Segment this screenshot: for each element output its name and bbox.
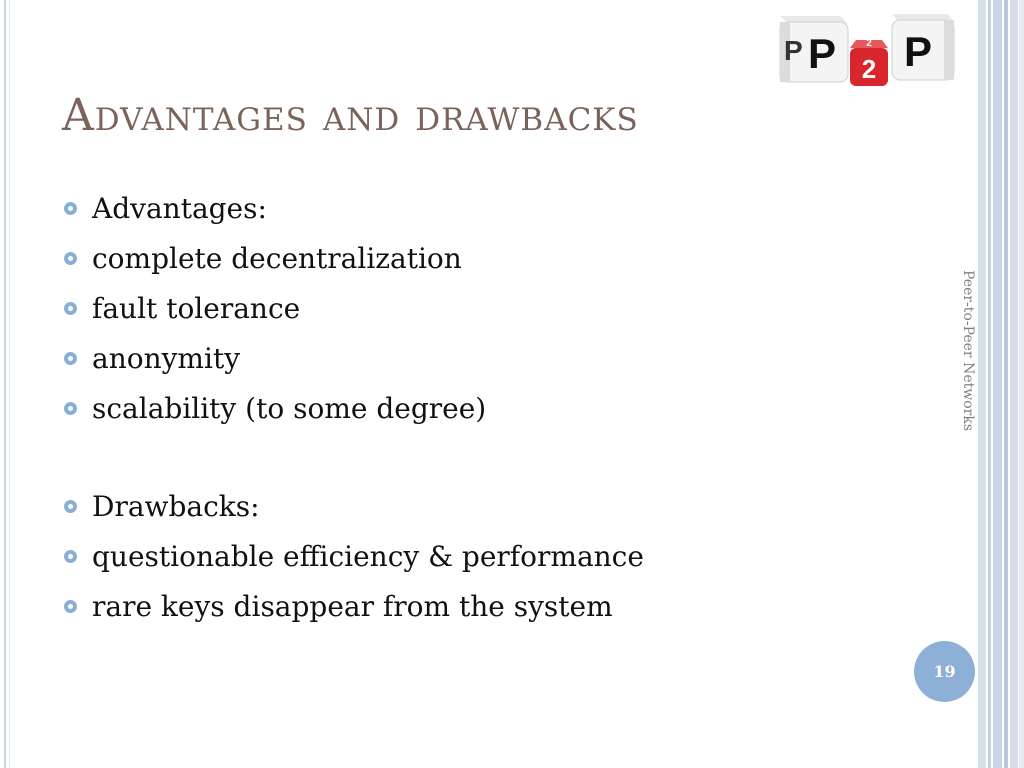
bullet-list <box>62 184 644 632</box>
p2p-logo <box>758 8 978 106</box>
bullet-item <box>62 334 644 384</box>
bullet-text: complete decentralization <box>92 242 462 275</box>
right-stripe <box>1019 0 1024 768</box>
right-die <box>892 14 954 80</box>
bullet-marker-icon <box>64 252 77 265</box>
bullet-marker-icon <box>64 402 77 415</box>
svg-text:P: P <box>784 35 803 66</box>
slide-title: Advantages and drawbacks <box>62 90 639 141</box>
bullet-marker-icon <box>64 600 77 613</box>
bullet-text: questionable efficiency & performance <box>92 540 644 573</box>
bullet-marker-icon <box>64 352 77 365</box>
bullet-item <box>62 184 644 234</box>
bullet-text: fault tolerance <box>92 292 301 325</box>
bullet-text: Advantages: <box>92 192 267 225</box>
bullet-item <box>62 384 644 434</box>
bullet-marker-icon <box>64 550 77 563</box>
bullet-marker-icon <box>64 202 77 215</box>
right-stripe <box>978 0 986 768</box>
svg-text:2: 2 <box>866 38 872 49</box>
right-stripe <box>988 0 991 768</box>
left-border-line-inner <box>9 0 10 768</box>
bullet-item <box>62 234 644 284</box>
right-stripe <box>1010 0 1018 768</box>
left-die <box>780 16 848 82</box>
bullet-item <box>62 582 644 632</box>
bullet-marker-icon <box>64 500 77 513</box>
bullet-item <box>62 482 644 532</box>
side-footer-label: Peer-to-Peer Networks <box>960 270 976 432</box>
middle-die <box>850 38 888 86</box>
bullet-text: anonymity <box>92 342 241 375</box>
bullet-text: rare keys disappear from the system <box>92 590 613 623</box>
page-number-badge: 19 <box>914 641 975 702</box>
bullet-item <box>62 532 644 582</box>
right-stripe <box>1004 0 1008 768</box>
left-border-line <box>4 0 6 768</box>
right-stripe <box>993 0 1002 768</box>
middle-die-number: 2 <box>861 54 877 84</box>
left-die-letter: P <box>807 30 837 77</box>
right-die-letter: P <box>903 28 933 75</box>
bullet-item <box>62 284 644 334</box>
bullet-text: Drawbacks: <box>92 490 260 523</box>
bullet-text: scalability (to some degree) <box>92 392 487 425</box>
bullet-marker-icon <box>64 302 77 315</box>
